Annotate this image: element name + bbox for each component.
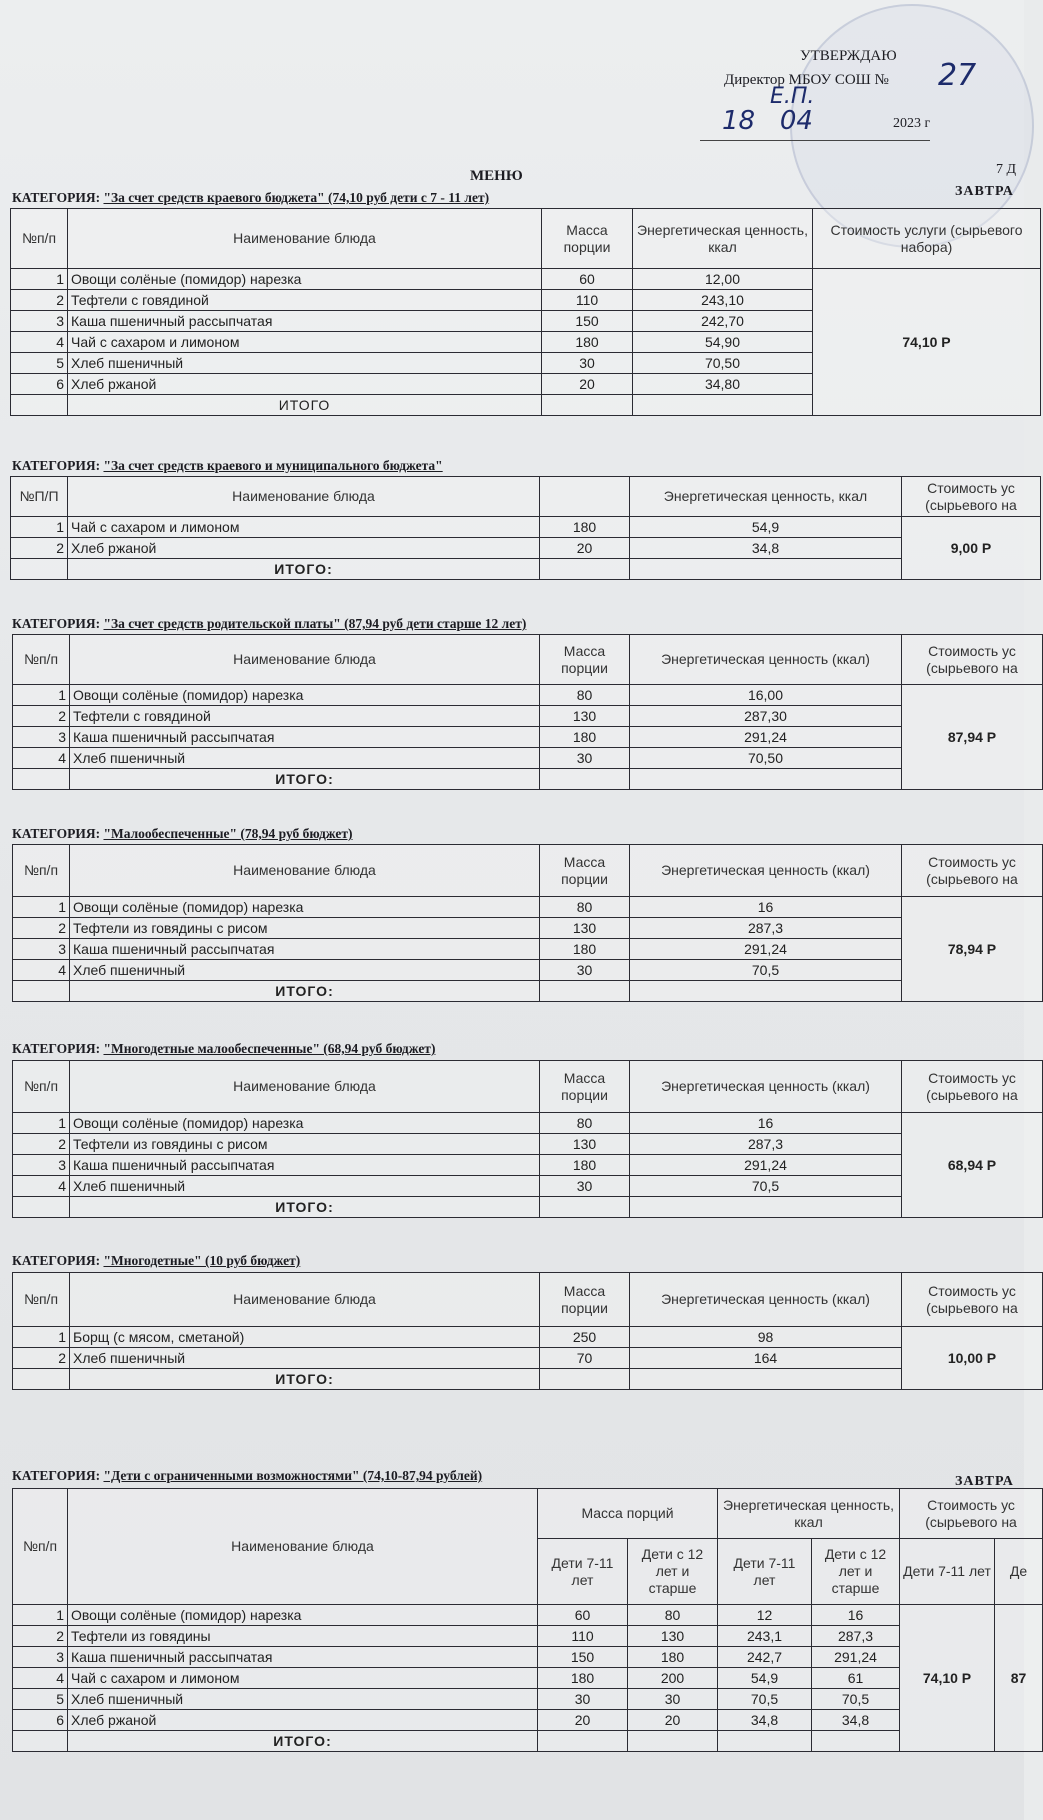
school-number: 27 [938, 58, 977, 93]
price-cell: 68,94 Р [902, 1113, 1043, 1218]
menu-table-6 [12, 1272, 1043, 1390]
table-row: 3 Каша пшеничный рассыпчатая 180 291,24 [13, 727, 1043, 748]
approval-date [722, 106, 813, 136]
header-dish: Наименование блюда [68, 1489, 538, 1605]
category-prefix: КАТЕГОРИЯ: [12, 1253, 104, 1268]
price-cell: 87,94 Р [902, 685, 1043, 790]
category-name: "Многодетные" (10 руб бюджет) [103, 1253, 301, 1268]
category-title [12, 458, 443, 474]
table-row: 2 Тефтели с говядиной 130 287,30 [13, 706, 1043, 727]
table-row: 2 Тефтели из говядины с рисом 130 287,3 [13, 918, 1043, 939]
total-row: ИТОГО [11, 395, 1041, 416]
header-cost: Стоимость ус (сырьевого на [902, 635, 1043, 685]
price-cell: 9,00 Р [902, 517, 1041, 580]
table-row: 1 Чай с сахаром и лимоном 180 54,9 9,00 Р [11, 517, 1041, 538]
header-dish: Наименование блюда [70, 845, 540, 897]
category-title [12, 1468, 482, 1484]
table-row: 1 Овощи солёные (помидор) нарезка 80 16 68,94 Р [13, 1113, 1043, 1134]
header-age-12-plus: Дети с 12 лет и старше [812, 1539, 900, 1605]
table-row: 3 Каша пшеничный рассыпчатая 180 291,24 [13, 1155, 1043, 1176]
header-no: №п/п [13, 1273, 70, 1327]
table-row: 4 Хлеб пшеничный 30 70,5 [13, 1176, 1043, 1197]
table-row: 3 Каша пшеничный рассыпчатая 180 291,24 [13, 939, 1043, 960]
header-dish: Наименование блюда [68, 477, 540, 517]
table-row: 5 Хлеб пшеничный 30 70,50 [11, 353, 1041, 374]
category-title [12, 616, 526, 632]
menu-table-2 [10, 476, 1041, 580]
header-cost: Стоимость ус (сырьевого на [902, 845, 1043, 897]
table-row: 6 Хлеб ржаной 20 34,80 [11, 374, 1041, 395]
table-row: 1 Овощи солёные (помидор) нарезка 60 12,00 74,10 Р [11, 269, 1041, 290]
price-cell: 10,00 Р [902, 1327, 1043, 1390]
table-row: 1 Овощи солёные (помидор) нарезка 80 16,00 87,94 Р [13, 685, 1043, 706]
table-row: 4 Чай с сахаром и лимоном 180 54,90 [11, 332, 1041, 353]
category-name: "Многодетные малообеспеченные" (68,94 руб бюджет) [103, 1041, 436, 1056]
page-title: МЕНЮ [470, 168, 523, 184]
day-label: 7 Д [996, 162, 1017, 177]
header-dish: Наименование блюда [70, 1273, 540, 1327]
header-age-7-11: Дети 7-11 лет [718, 1539, 812, 1605]
header-energy: Энергетическая ценность (ккал) [630, 1273, 902, 1327]
header-energy: Энергетическая ценность (ккал) [630, 635, 902, 685]
category-name: "Малообеспеченные" (78,94 руб бюджет) [103, 826, 353, 841]
header-cost: Стоимость ус (сырьевого на [902, 1273, 1043, 1327]
category-title [12, 1041, 435, 1057]
category-prefix: КАТЕГОРИЯ: [12, 616, 104, 631]
header-cost: Стоимость ус (сырьевого на [902, 1061, 1043, 1113]
table-row: 3 Каша пшеничный рассыпчатая 150 180 242,7 291,24 [13, 1647, 1043, 1668]
menu-table-5 [12, 1060, 1043, 1218]
header-mass: Масса порций [538, 1489, 718, 1539]
table-row: 2 Хлеб пшеничный 70 164 [13, 1348, 1043, 1369]
total-row: ИТОГО: [11, 559, 1041, 580]
price-cell: 78,94 Р [902, 897, 1043, 1002]
table-row: 1 Овощи солёные (помидор) нарезка 60 80 12 16 74,10 Р 87 [13, 1605, 1043, 1626]
date-month: 04 [779, 106, 813, 136]
category-prefix: КАТЕГОРИЯ: [12, 1041, 104, 1056]
header-no: №п/п [13, 1061, 70, 1113]
menu-table-3 [12, 634, 1043, 790]
director-signature: Е.П. [770, 84, 815, 109]
header-mass: Масса порции [542, 209, 633, 269]
category-name: "За счет средств краевого и муниципального бюджета" [103, 458, 443, 473]
table-row: 2 Тефтели из говядины 110 130 243,1 287,3 [13, 1626, 1043, 1647]
director-label: Директор МБОУ СОШ № [724, 72, 889, 88]
price-cell: 74,10 Р [813, 269, 1041, 416]
header-dish: Наименование блюда [70, 635, 540, 685]
header-mass: Масса порции [540, 635, 630, 685]
category-name: "Дети с ограниченными возможностями" (74,10-87,94 рублей) [103, 1468, 483, 1483]
header-energy: Энергетическая ценность, ккал [718, 1489, 900, 1539]
total-row: ИТОГО: [13, 769, 1043, 790]
header-dish: Наименование блюда [68, 209, 542, 269]
header-age-7-11: Дети 7-11 лет [900, 1539, 995, 1605]
table-row: 4 Хлеб пшеничный 30 70,50 [13, 748, 1043, 769]
table-row: 2 Тефтели с говядиной 110 243,10 [11, 290, 1041, 311]
table-row: 2 Тефтели из говядины с рисом 130 287,3 [13, 1134, 1043, 1155]
header-cost: Стоимость ус (сырьевого на [902, 477, 1041, 517]
table-row: 1 Борщ (с мясом, сметаной) 250 98 10,00 Р [13, 1327, 1043, 1348]
total-row: ИТОГО: [13, 1197, 1043, 1218]
header-no: №п/п [13, 635, 70, 685]
date-underline [700, 140, 930, 141]
approve-label: УТВЕРЖДАЮ [800, 48, 897, 64]
header-no: №П/П [11, 477, 68, 517]
menu-table-7 [12, 1488, 1043, 1752]
category-title [12, 1253, 300, 1269]
total-row: ИТОГО: [13, 981, 1043, 1002]
total-row: ИТОГО: [13, 1369, 1043, 1390]
menu-table-4 [12, 844, 1043, 1002]
table-row: 6 Хлеб ржаной 20 20 34,8 34,8 [13, 1710, 1043, 1731]
approval-year: 2023 г [893, 116, 931, 131]
meal-label: ЗАВТРА [955, 184, 1014, 199]
category-title [12, 190, 489, 206]
category-name: "За счет средств краевого бюджета" (74,10 руб дети с 7 - 11 лет) [103, 190, 490, 205]
header-cost: Стоимость услуги (сырьевого набора) [813, 209, 1041, 269]
header-no: №п/п [11, 209, 68, 269]
price-cell: 74,10 Р [900, 1605, 995, 1752]
meal-label: ЗАВТРА [955, 1474, 1014, 1489]
header-mass: Масса порции [540, 845, 630, 897]
date-day: 18 [722, 106, 756, 136]
category-prefix: КАТЕГОРИЯ: [12, 458, 104, 473]
category-prefix: КАТЕГОРИЯ: [12, 190, 104, 205]
table-row: 3 Каша пшеничный рассыпчатая 150 242,70 [11, 311, 1041, 332]
table-row: 2 Хлеб ржаной 20 34,8 [11, 538, 1041, 559]
header-energy: Энергетическая ценность (ккал) [630, 845, 902, 897]
header-age-7-11: Дети 7-11 лет [538, 1539, 628, 1605]
table-row: 1 Овощи солёные (помидор) нарезка 80 16 78,94 Р [13, 897, 1043, 918]
total-row: ИТОГО: [13, 1731, 1043, 1752]
header-dish: Наименование блюда [70, 1061, 540, 1113]
table-row: 4 Хлеб пшеничный 30 70,5 [13, 960, 1043, 981]
price-cell: 87 [995, 1605, 1043, 1752]
category-prefix: КАТЕГОРИЯ: [12, 1468, 104, 1483]
header-age-12-plus: Дети с 12 лет и старше [628, 1539, 718, 1605]
header-no: №п/п [13, 1489, 68, 1605]
header-mass: Масса порции [540, 1273, 630, 1327]
header-mass: Масса порции [540, 1061, 630, 1113]
header-no: №п/п [13, 845, 70, 897]
header-energy: Энергетическая ценность, ккал [633, 209, 813, 269]
header-energy: Энергетическая ценность, ккал [630, 477, 902, 517]
table-row: 5 Хлеб пшеничный 30 30 70,5 70,5 [13, 1689, 1043, 1710]
header-cost: Стоимость ус (сырьевого на [900, 1489, 1043, 1539]
category-name: "За счет средств родительской платы" (87,94 руб дети старше 12 лет) [103, 616, 527, 631]
menu-table-1 [10, 208, 1041, 416]
header-energy: Энергетическая ценность (ккал) [630, 1061, 902, 1113]
category-title [12, 826, 353, 842]
category-prefix: КАТЕГОРИЯ: [12, 826, 104, 841]
table-row: 4 Чай с сахаром и лимоном 180 200 54,9 61 [13, 1668, 1043, 1689]
header-age-12-plus: Де [995, 1539, 1043, 1605]
